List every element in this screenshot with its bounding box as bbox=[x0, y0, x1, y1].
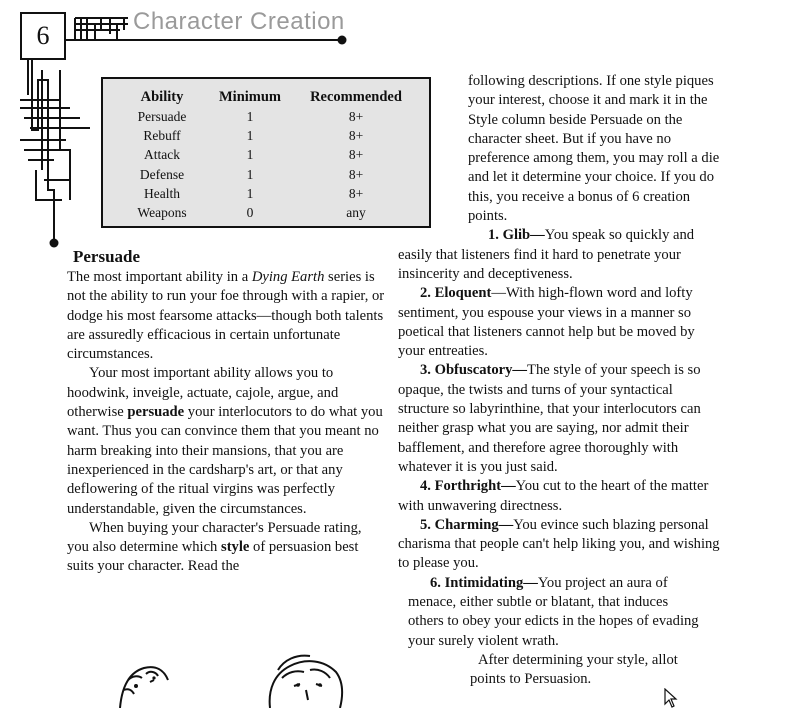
minimum-cell: 1 bbox=[246, 166, 254, 182]
style-text: You project an aura of menace, either subtle or blatant, that induces others to obey your edicts in the hopes of evading your surely violent wrath. bbox=[408, 574, 699, 649]
style-title: 2. Eloquent bbox=[420, 285, 492, 302]
ability-table-box bbox=[101, 77, 431, 228]
left-column bbox=[67, 246, 385, 577]
style-text: —With high-flown word and lofty sentiment, you espouse your views in a manner so poetical that listeners cannot help but be moved by your entreaties. bbox=[398, 285, 695, 360]
right-column bbox=[398, 72, 720, 690]
ability-cell: Rebuff bbox=[143, 127, 181, 143]
character-illustration bbox=[110, 630, 410, 708]
minimum-cell: 0 bbox=[246, 205, 254, 221]
style-item bbox=[398, 284, 720, 361]
table-row bbox=[117, 107, 419, 126]
ability-cell: Health bbox=[144, 185, 180, 201]
ability-cell: Attack bbox=[144, 147, 180, 163]
ornament-dot bbox=[338, 36, 347, 45]
table-header-row bbox=[117, 87, 419, 107]
text-run: When buying your character's Persuade rating, you also determine which bbox=[67, 519, 362, 556]
recommended-cell: 8+ bbox=[348, 166, 364, 182]
style-item bbox=[398, 574, 720, 651]
style-text: You speak so quickly and easily that listeners find it hard to penetrate your insincerity and deceptiveness. bbox=[398, 227, 695, 282]
bold-term: style bbox=[221, 539, 250, 556]
ability-cell: Defense bbox=[139, 166, 185, 182]
style-title: 3. Obfuscatory— bbox=[420, 362, 528, 379]
book-title: Dying Earth bbox=[251, 269, 325, 285]
minimum-cell: 1 bbox=[246, 185, 254, 201]
paragraph bbox=[67, 519, 385, 577]
intro-paragraph: following descriptions. If one style piques your interest, choose it and mark it in the Style column beside Persuade on the character sheet. But if you have no preference among them, you may roll a die and let it determine your choice. If you do this, you receive a bonus of 6 creation points. bbox=[468, 73, 720, 225]
section-title: Character Creation bbox=[133, 8, 345, 35]
column-header: Recommended bbox=[310, 88, 402, 105]
style-title: 4. Forthright— bbox=[420, 478, 516, 495]
recommended-cell: any bbox=[346, 205, 366, 221]
recommended-cell: 8+ bbox=[348, 185, 364, 201]
table-row bbox=[117, 126, 419, 145]
style-item bbox=[398, 361, 720, 477]
text-run: series is not the ability to run your foe through with a rapier, or dodge his most fearsome attacks—though both talents are assuredly efficacious in certain unfortunate circumstances. bbox=[67, 269, 385, 363]
table-row bbox=[117, 184, 419, 203]
recommended-cell: 8+ bbox=[348, 108, 364, 124]
bold-term: persuade bbox=[127, 404, 185, 421]
minimum-cell: 1 bbox=[246, 127, 254, 143]
text-run: your interlocutors to do what you want. Thus you can convince them that you meant no harm breaking into their mansions, that you are inexperienced in the cardsharp's art, or that any deflowering of the ritual virgins was perfectly understandable, given the circumstances. bbox=[67, 404, 383, 517]
ornament-dot bbox=[50, 239, 59, 248]
ability-table bbox=[117, 87, 419, 223]
column-header: Minimum bbox=[218, 88, 282, 105]
style-title: 1. Glib— bbox=[488, 227, 545, 244]
paragraph bbox=[67, 268, 385, 364]
table-row bbox=[117, 203, 419, 222]
recommended-cell: 8+ bbox=[348, 147, 364, 163]
page-number: 6 bbox=[20, 12, 66, 60]
column-header: Ability bbox=[140, 88, 184, 105]
ability-cell: Weapons bbox=[137, 205, 187, 221]
mouse-pointer-icon bbox=[664, 688, 678, 708]
text-run: Your most important ability allows you to hoodwink, inveigle, actuate, cajole, argue, and otherwise bbox=[67, 365, 339, 421]
style-title: 5. Charming— bbox=[420, 516, 514, 533]
style-text: You evince such blazing personal charisma that people can't help liking you, and wishing to please you. bbox=[398, 516, 720, 572]
style-text: You cut to the heart of the matter with unwavering directness. bbox=[398, 478, 709, 514]
text-run: The most important ability in a bbox=[67, 269, 252, 285]
style-text: The style of your speech is so opaque, the twists and turns of your syntactical structure so labyrinthine, that your interlocutors can neither grasp what you are saying, nor admit their bafflement, and therefore agree thoroughly with whatever it is you just said. bbox=[398, 362, 701, 475]
style-item bbox=[398, 477, 720, 516]
style-title: 6. Intimidating— bbox=[430, 574, 538, 591]
table-row bbox=[117, 165, 419, 184]
ability-cell: Persuade bbox=[137, 108, 187, 124]
paragraph bbox=[67, 364, 385, 518]
style-item bbox=[398, 516, 720, 574]
table-row bbox=[117, 146, 419, 165]
minimum-cell: 1 bbox=[246, 147, 254, 163]
recommended-cell: 8+ bbox=[348, 127, 364, 143]
text-run: of persuasion best suits your character. Read the bbox=[67, 539, 359, 575]
minimum-cell: 1 bbox=[246, 108, 254, 124]
persuade-heading: Persuade bbox=[73, 247, 141, 266]
outro-paragraph: After determining your style, allot points to Persuasion. bbox=[470, 651, 678, 688]
style-item bbox=[398, 226, 720, 284]
